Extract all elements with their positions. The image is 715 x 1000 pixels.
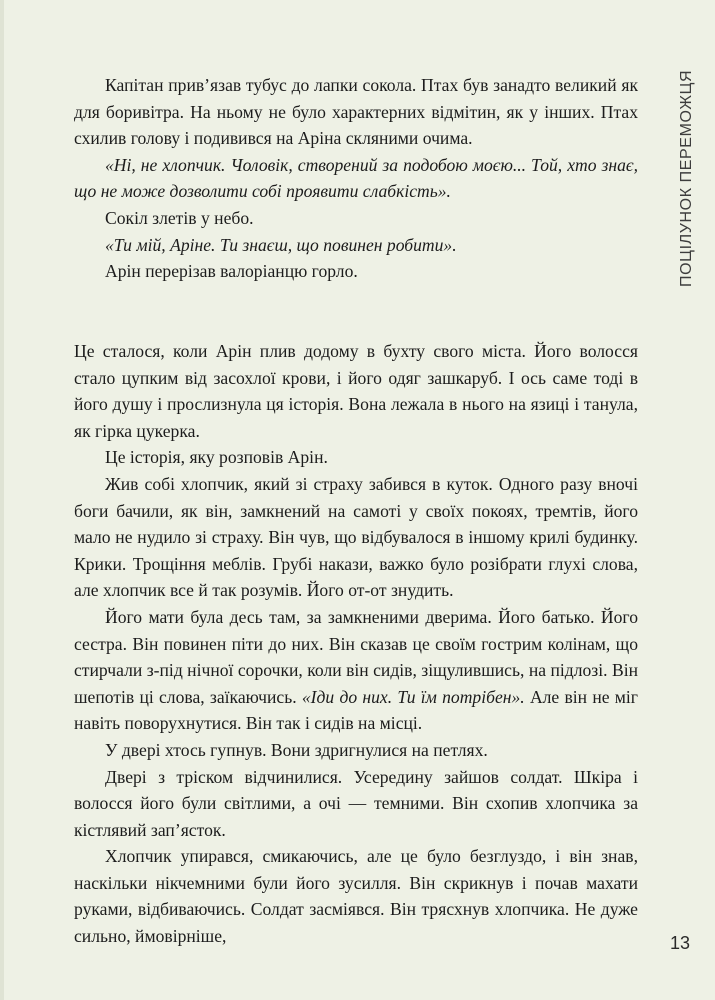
paragraph: Сокіл злетів у небо. bbox=[105, 207, 254, 228]
paragraph: Жив собі хлопчик, який зі страху забився в куток. Одного разу вночі боги бачили, як він, замкнений на самоті у своїх покоях, тремтів, його мало не нудило зі страху. Він чув, що відбувалося в іншому крилі будинку. Крики. Трощіння меблів. Грубі накази, важко було розібрати глухі слова, але хлопчик все й так розумів. Його от-от знудить. bbox=[74, 473, 638, 601]
text-run: Його мати була десь там, за замкненими дверима. Його батько. Його сестра. Він повинен піти до них. Він сказав це своїм гострим колінам, що стирчали з-під нічної сорочки, коли він сидів, зіщулившись, на підлозі. Він шепотів ці слова, заїкаючись. bbox=[74, 606, 638, 707]
text-run: Але він не міг навіть поворухнутися. Він так і сидів на місці. bbox=[74, 686, 639, 734]
main-section bbox=[74, 338, 638, 950]
paragraph: Арін перерізав валоріанцю горло. bbox=[105, 261, 358, 282]
paragraph: Двері з тріском відчинилися. Усередину зайшов солдат. Шкіра і волосся його були світлими, а очі — темними. Він схопив хлопчика за кістлявий зап’ясток. bbox=[74, 766, 638, 840]
paragraph-italic-quote bbox=[74, 152, 638, 205]
top-section bbox=[74, 72, 638, 285]
paragraph bbox=[74, 604, 638, 737]
page-edge bbox=[0, 0, 4, 1000]
paragraph-italic-quote bbox=[74, 232, 638, 259]
paragraph: Це сталося, коли Арін плив додому в бухту свого міста. Його волосся стало цупким від засохлої крови, і його одяг зашкаруб. І ось саме тоді в його душу і прослизнула ця історія. Вона лежала в нього на язиці і танула, як гірка цукерка. bbox=[74, 341, 638, 441]
running-head bbox=[676, 69, 698, 287]
paragraph: У двері хтось гупнув. Вони здригнулися на петлях. bbox=[105, 739, 488, 760]
page-number: 13 bbox=[670, 933, 691, 953]
quote-text: «Іди до них. Ти їм потрібен». bbox=[301, 686, 525, 707]
paragraph: Капітан прив’язав тубус до лапки сокола. Птах був занадто великий як для боривітра. На ньому не було характерних відмітин, як у інших. Птах схилив голову і подивився на Аріна скляними очима. bbox=[74, 75, 638, 149]
running-head-text: ПОЦІЛУНОК ПЕРЕМОЖЦЯ bbox=[678, 69, 695, 287]
quote-text: «Ти мій, Аріне. Ти знаєш, що повинен робити». bbox=[105, 234, 457, 255]
quote-text: «Ні, не хлопчик. Чоловік, створений за подобою моєю... Той, хто знає, що не може дозволити собі проявити слабкість». bbox=[74, 154, 638, 202]
paragraph: Це історія, яку розповів Арін. bbox=[105, 447, 328, 468]
paragraph: Хлопчик упирався, смикаючись, але це було безглуздо, і він знав, наскільки нікчемними були його зусилля. Він скрикнув і почав махати руками, відбиваючись. Солдат засміявся. Він трясхнув хлопчика. Не дуже сильно, ймовірніше, bbox=[74, 846, 638, 947]
